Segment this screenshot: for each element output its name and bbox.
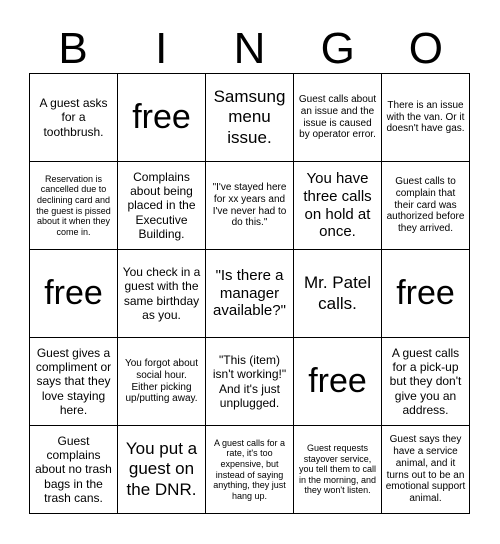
header-letter-b: B — [58, 24, 88, 73]
bingo-cell-free[interactable]: free — [118, 74, 206, 162]
bingo-cell[interactable]: "This (item) isn't working!" And it's just unplugged. — [206, 338, 294, 426]
bingo-cell[interactable]: Guest says they have a service animal, and it turns out to be an emotional support animal. — [382, 426, 470, 514]
bingo-board — [29, 73, 470, 514]
bingo-cell[interactable]: Guest requests stayover service, you tell them to call in the morning, and they won't listen. — [294, 426, 382, 514]
bingo-cell[interactable]: There is an issue with the van. Or it doesn't have gas. — [382, 74, 470, 162]
bingo-cell-free[interactable]: free — [382, 250, 470, 338]
bingo-cell[interactable]: Mr. Patel calls. — [294, 250, 382, 338]
bingo-cell[interactable]: You check in a guest with the same birthday as you. — [118, 250, 206, 338]
bingo-cell[interactable]: "Is there a manager available?" — [206, 250, 294, 338]
bingo-cell[interactable]: Guest gives a compliment or says that they love staying here. — [30, 338, 118, 426]
bingo-cell[interactable]: You put a guest on the DNR. — [118, 426, 206, 514]
bingo-cell[interactable]: Samsung menu issue. — [206, 74, 294, 162]
bingo-header — [29, 24, 470, 74]
bingo-cell[interactable]: Reservation is cancelled due to declining card and the guest is pissed about it when they come in. — [30, 162, 118, 250]
header-letter-g: G — [320, 24, 355, 73]
bingo-cell[interactable]: A guest calls for a pick-up but they don't give you an address. — [382, 338, 470, 426]
bingo-cell[interactable]: Complains about being placed in the Executive Building. — [118, 162, 206, 250]
bingo-cell-free[interactable]: free — [294, 338, 382, 426]
bingo-cell[interactable]: Guest complains about no trash bags in the trash cans. — [30, 426, 118, 514]
bingo-cell[interactable]: A guest calls for a rate, it's too expensive, but instead of saying anything, they just hang up. — [206, 426, 294, 514]
header-letter-o: O — [408, 24, 443, 73]
bingo-cell[interactable]: "I've stayed here for xx years and I've never had to do this." — [206, 162, 294, 250]
bingo-cell[interactable]: A guest asks for a toothbrush. — [30, 74, 118, 162]
bingo-cell[interactable]: Guest calls to complain that their card was authorized before they arrived. — [382, 162, 470, 250]
bingo-cell[interactable]: You forgot about social hour. Either picking up/putting away. — [118, 338, 206, 426]
bingo-cell-free[interactable]: free — [30, 250, 118, 338]
header-letter-i: I — [155, 24, 168, 73]
header-letter-n: N — [233, 24, 266, 73]
bingo-cell[interactable]: Guest calls about an issue and the issue is caused by operator error. — [294, 74, 382, 162]
bingo-cell[interactable]: You have three calls on hold at once. — [294, 162, 382, 250]
